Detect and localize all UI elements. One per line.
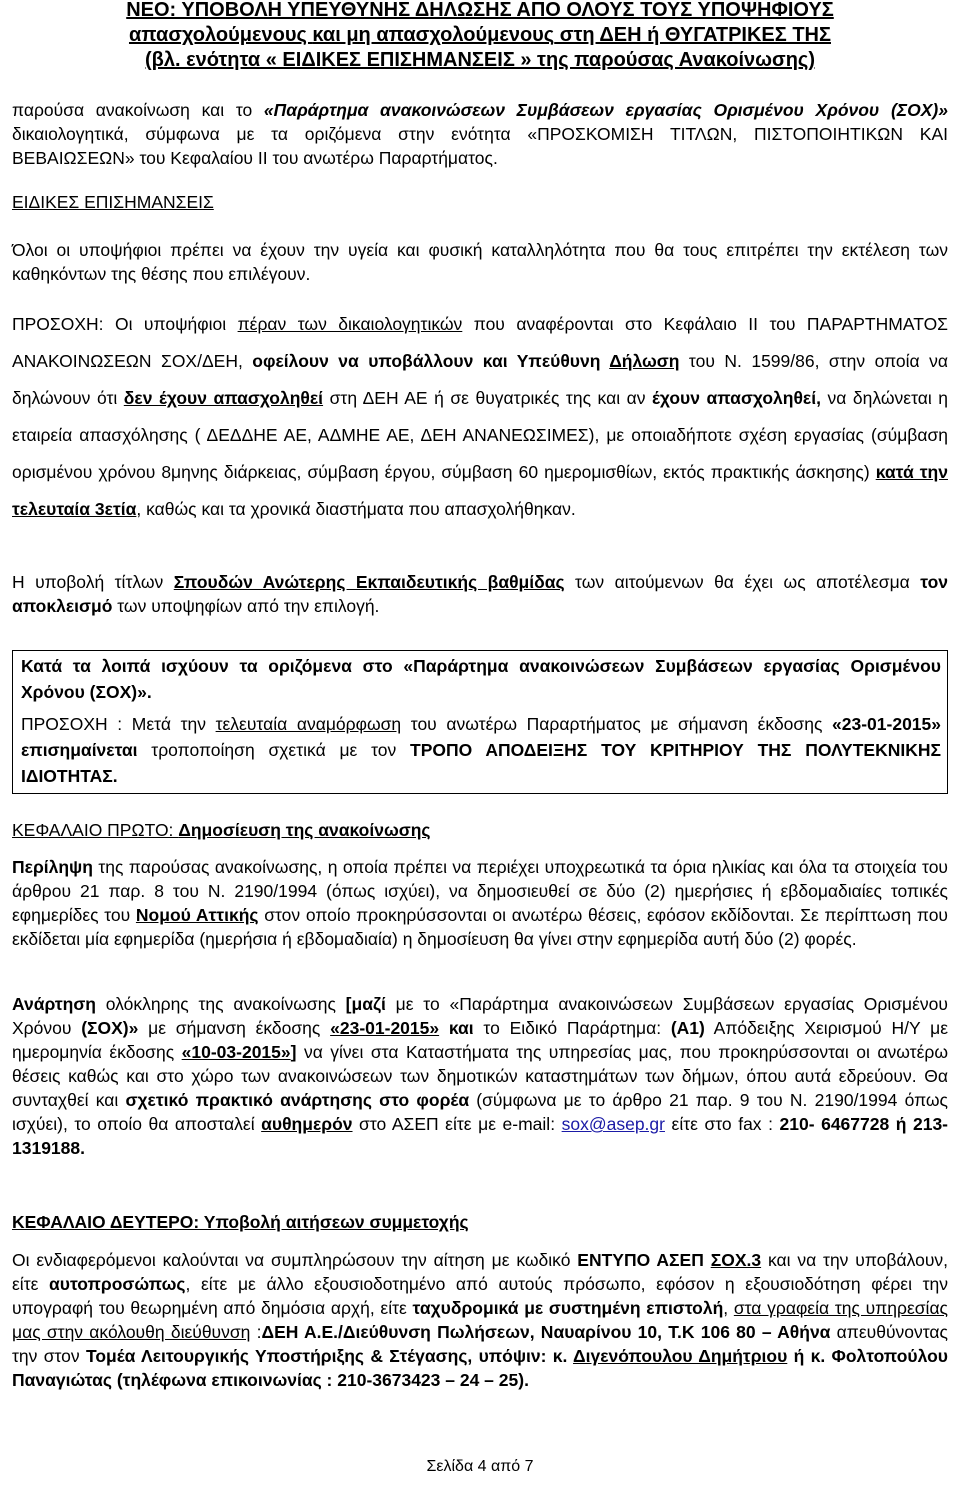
titles-t5: των υποψηφίων από την επιλογή. bbox=[112, 596, 380, 616]
c1-p2m: ] bbox=[290, 1042, 297, 1062]
titles-t4: τον αποκλεισμό bbox=[12, 572, 949, 616]
c2-p10: : bbox=[250, 1322, 262, 1342]
chapter1-heading-a: ΚΕΦΑΛΑΙΟ ΠΡΩΤΟ: bbox=[12, 820, 179, 840]
titles-t2: Σπουδών Ανώτερης Εκπαιδευτικής βαθμίδας bbox=[173, 572, 565, 592]
attention-a12: , καθώς και τα χρονικά διαστήματα που απασχολήθηκαν. bbox=[136, 499, 576, 519]
intro-t2: «Παράρτημα ανακοινώσεων Συμβάσεων εργασίας Ορισμένου Χρόνου (ΣΟΧ)» bbox=[263, 100, 948, 120]
chapter2-paragraph bbox=[12, 1248, 948, 1392]
attention-a1: Οι υποψήφιοι bbox=[103, 314, 238, 334]
box-paragraph-2 bbox=[21, 711, 941, 789]
c1-p2p: (σύμφωνα με το άρθρο 21 παρ. 9 του Ν. 2190/1994 όπως ισχύει), το οποίο θα αποσταλεί bbox=[12, 1090, 948, 1134]
intro-t3: δικαιολογητικά, σύμφωνα με τα οριζόμενα στην ενότητα «ΠΡΟΣΚΟΜΙΣΗ ΤΙΤΛΩΝ, ΠΙΣΤΟΠΟΙΗΤΙΚΩΝ ΚΑΙ ΒΕΒΑΙΩΣΕΩΝ» του Κεφαλαίου ΙΙ του ανωτέρω Παραρτήματος. bbox=[12, 124, 948, 168]
box-b4: του ανωτέρω Παραρτήματος με σήμανση έκδοσης bbox=[401, 714, 833, 734]
header-line-2b: και μη απασχολούμενους bbox=[312, 24, 555, 46]
chapter1-paragraph-1 bbox=[12, 855, 948, 951]
c1-p2r: στο ΑΣΕΠ είτε με e-mail: bbox=[352, 1114, 562, 1134]
page-header bbox=[12, 0, 948, 73]
box-b5: «23-01-2015» bbox=[832, 714, 941, 734]
c1-p2j: (Α1) bbox=[670, 1018, 705, 1038]
attention-a11: κατά την τελευταία 3ετία bbox=[12, 462, 948, 519]
c1-p2i: το Ειδικό Παράρτημα: bbox=[473, 1018, 671, 1038]
box-b1: ΠΡΟΣΟΧΗ bbox=[21, 714, 108, 734]
attention-a7: δεν έχουν απασχοληθεί bbox=[123, 388, 324, 408]
c1-p2c: [μαζί bbox=[345, 994, 386, 1014]
attention-a8: στη ΔΕΗ ΑΕ ή σε θυγατρικές της και αν bbox=[323, 388, 653, 408]
c1-p2b: ολόκληρης της ανακοίνωσης bbox=[95, 994, 346, 1014]
c1-p1b: της παρούσας ανακοίνωσης, η οποία πρέπει να περιέχει υποχρεωτικά τα όρια ηλικίας και όλα τα στοιχεία του άρθρου 21 παρ. 8 του Ν. 2190/1994 (όπως ισχύει), να δημοσιευθεί σε δύο (2) ημερήσιες ή εβδομαδιαίες τοπικές εφημερίδες του bbox=[12, 857, 948, 925]
header-line-1: ΝΕΟ: ΥΠΟΒΟΛΗ ΥΠΕΥΘΥΝΗΣ ΔΗΛΩΣΗΣ ΑΠΟ ΟΛΟΥΣ ΤΟΥΣ ΥΠΟΨΗΦΙΟΥΣ bbox=[126, 0, 834, 21]
c2-p9: στα γραφεία της υπηρεσίας μας στην ακόλουθη διεύθυνση bbox=[12, 1298, 948, 1342]
intro-t1: παρούσα ανακοίνωση και το bbox=[12, 100, 264, 120]
titles-t3: των αιτούμενων θα έχει ως αποτέλεσμα bbox=[564, 572, 921, 592]
header-line-2 bbox=[12, 23, 948, 48]
c2-p12: απευθύνοντας την στον bbox=[12, 1322, 948, 1366]
titles-t1: Η υποβολή τίτλων bbox=[12, 572, 174, 592]
attention-a10: να δηλώνεται η εταιρεία απασχόλησης ( ΔΕΔΔΗΕ ΑΕ, ΑΔΜΗΕ ΑΕ, ΔΕΗ ΑΝΑΝΕΩΣΙΜΕΣ), με οποιαδήποτε σχέση εργασίας (σύμβαση ορισμένου χρόνου 8μηνης διάρκειας, σύμβαση έργου, σύμβαση 60 ημερομισθίων, εκτός πρακτικής άσκησης) bbox=[12, 388, 949, 482]
c1-p2a: Ανάρτηση bbox=[12, 994, 96, 1014]
attention-a6: του Ν. 1599/86, στην οποία να δηλώνουν ότι bbox=[12, 351, 948, 408]
page-number: Σελίδα 4 από 7 bbox=[426, 1458, 534, 1475]
c2-p3: ΣΟΧ.3 bbox=[710, 1250, 762, 1270]
header-line-3: (βλ. ενότητα « ΕΙΔΙΚΕΣ ΕΠΙΣΗΜΑΝΣΕΙΣ » της παρούσας Ανακοίνωσης) bbox=[145, 49, 815, 71]
c2-p11: ΔΕΗ Α.Ε./Διεύθυνση Πωλήσεων, Ναυαρίνου 10, Τ.Κ 106 80 – Αθήνα bbox=[261, 1322, 831, 1342]
box-b3: τελευταία αναμόρφωση bbox=[215, 714, 402, 734]
special-heading-text: ΕΙΔΙΚΕΣ ΕΠΙΣΗΜΑΝΣΕΙΣ bbox=[12, 192, 214, 212]
box-b7: τροποποίηση σχετικά με τον bbox=[137, 740, 411, 760]
c2-p2: ΕΝΤΥΠΟ ΑΣΕΠ bbox=[577, 1250, 711, 1270]
chapter2-heading bbox=[12, 1210, 948, 1234]
titles-paragraph bbox=[12, 570, 948, 618]
attention-a5: Δήλωση bbox=[609, 351, 680, 371]
intro-paragraph bbox=[12, 98, 948, 170]
c1-p2o: σχετικό πρακτικό ανάρτησης στο φορέα bbox=[125, 1090, 470, 1110]
notice-box bbox=[12, 650, 948, 794]
c1-p2f: με σήμανση έκδοσης bbox=[138, 1018, 331, 1038]
attention-label: ΠΡΟΣΟΧΗ: bbox=[12, 314, 104, 334]
box-b8: ΤΡΟΠΟ ΑΠΟΔΕΙΞΗΣ ΤΟΥ ΚΡΙΤΗΡΙΟΥ ΤΗΣ ΠΟΛΥΤΕΚΝΙΚΗΣ ΙΔΙΟΤΗΤΑΣ. bbox=[21, 740, 942, 786]
attention-a3: που αναφέρονται στο Κεφάλαιο ΙΙ του ΠΑΡΑΡΤΗΜΑΤΟΣ ΑΝΑΚΟΙΝΩΣΕΩΝ ΣΟΧ/ΔΕΗ, bbox=[12, 314, 948, 371]
c2-p15: ή κ. Φολτοπούλου Παναγιώτας (τηλέφωνα επικοινωνίας : 210-3673423 – 24 – 25). bbox=[12, 1346, 948, 1390]
attention-a9: έχουν απασχοληθεί, bbox=[652, 388, 821, 408]
c1-p1c: Νομού Αττικής bbox=[135, 905, 259, 925]
chapter2-heading-text: ΚΕΦΑΛΑΙΟ ΔΕΥΤΕΡΟ: Υποβολή αιτήσεων συμμετοχής bbox=[12, 1212, 469, 1232]
c2-p14: Διγενόπουλου Δημήτριου bbox=[573, 1346, 788, 1366]
header-line-2c: στη ΔΕΗ ή ΘΥΓΑΤΡΙΚΕΣ ΤΗΣ bbox=[554, 24, 831, 46]
c2-p8: , bbox=[723, 1298, 734, 1318]
c1-p2q: αυθημερόν bbox=[261, 1114, 353, 1134]
c1-p2d: με το «Παράρτημα ανακοινώσεων Συμβάσεων εργασίας Ορισμένου Χρόνου bbox=[12, 994, 948, 1038]
c1-p2t: είτε στο fax : bbox=[664, 1114, 780, 1134]
c2-p6: , είτε με άλλο εξουσιοδοτημένο από αυτούς πρόσωπο, εφόσον η εξουσιοδότηση φέρει την υπογραφή του θεωρημένη από δημόσια αρχή, είτε bbox=[12, 1274, 948, 1318]
c1-p2k: Απόδειξης Χειρισμού Η/Υ με ημερομηνία έκδοσης bbox=[12, 1018, 948, 1062]
box-b6: επισημαίνεται bbox=[21, 740, 138, 760]
special-heading bbox=[12, 190, 948, 214]
box-b2: : Μετά την bbox=[107, 714, 216, 734]
attention-paragraph bbox=[12, 306, 948, 528]
c1-p2u: 210- 6467728 ή 213-1319188. bbox=[12, 1114, 949, 1158]
c2-p13: Τομέα Λειτουργικής Υποστήριξης & Στέγασης, υπόψιν: κ. bbox=[85, 1346, 574, 1366]
c2-p4: και να την υποβάλουν, είτε bbox=[12, 1250, 948, 1294]
c2-p5: αυτοπροσώπως bbox=[49, 1274, 186, 1294]
c1-p1d: στον οποίο προκηρύσσονται οι ανωτέρω θέσεις, εφόσον εκδίδονται. Σε περίπτωση που εκδίδεται μία εφημερίδα (ημερήσια ή εβδομαδιαία) η δημοσίευση θα γίνει στην εφημερίδα αυτή δύο (2) φορές. bbox=[12, 905, 948, 949]
attention-a4: οφείλουν να υποβάλλουν και Υπεύθυνη bbox=[252, 351, 610, 371]
c1-p2l: «10-03-2015» bbox=[181, 1042, 291, 1062]
box-paragraph-1: Κατά τα λοιπά ισχύουν τα οριζόμενα στο «Παράρτημα ανακοινώσεων Συμβάσεων εργασίας Ορισμένου Χρόνου (ΣΟΧ)». bbox=[21, 656, 941, 702]
c1-p2h: και bbox=[439, 1018, 474, 1038]
c1-p1a: Περίληψη bbox=[12, 857, 93, 877]
chapter1-heading-b: Δημοσίευση της ανακοίνωσης bbox=[178, 820, 431, 840]
chapter1-paragraph-2 bbox=[12, 992, 948, 1160]
attention-a2: πέραν των δικαιολογητικών bbox=[237, 314, 463, 334]
email-link[interactable]: sox@asep.gr bbox=[561, 1114, 665, 1134]
c1-p2e: (ΣΟΧ)» bbox=[81, 1018, 139, 1038]
chapter1-heading bbox=[12, 818, 948, 842]
c2-p7: ταχυδρομικά με συστημένη επιστολή bbox=[412, 1298, 724, 1318]
c1-p2g: «23-01-2015» bbox=[330, 1018, 440, 1038]
header-line-2a: απασχολούμενους bbox=[128, 24, 313, 46]
health-paragraph: Όλοι οι υποψήφιοι πρέπει να έχουν την υγεία και φυσική καταλληλότητα που θα τους επιτρέπει την εκτέλεση των καθηκόντων της θέσης που επιλέγουν. bbox=[12, 240, 948, 284]
c2-p1: Οι ενδιαφερόμενοι καλούνται να συμπληρώσουν την αίτηση με κωδικό bbox=[12, 1250, 578, 1270]
c1-p2n: να γίνει στα Καταστήματα της υπηρεσίας μας, που προκηρύσσονται οι ανωτέρω θέσεις καθώς και στο χώρο των ανακοινώσεων των δημοτικών καταστημάτων των δήμων, όπου αυτά εδρεύουν. Θα συνταχθεί και bbox=[12, 1042, 948, 1110]
